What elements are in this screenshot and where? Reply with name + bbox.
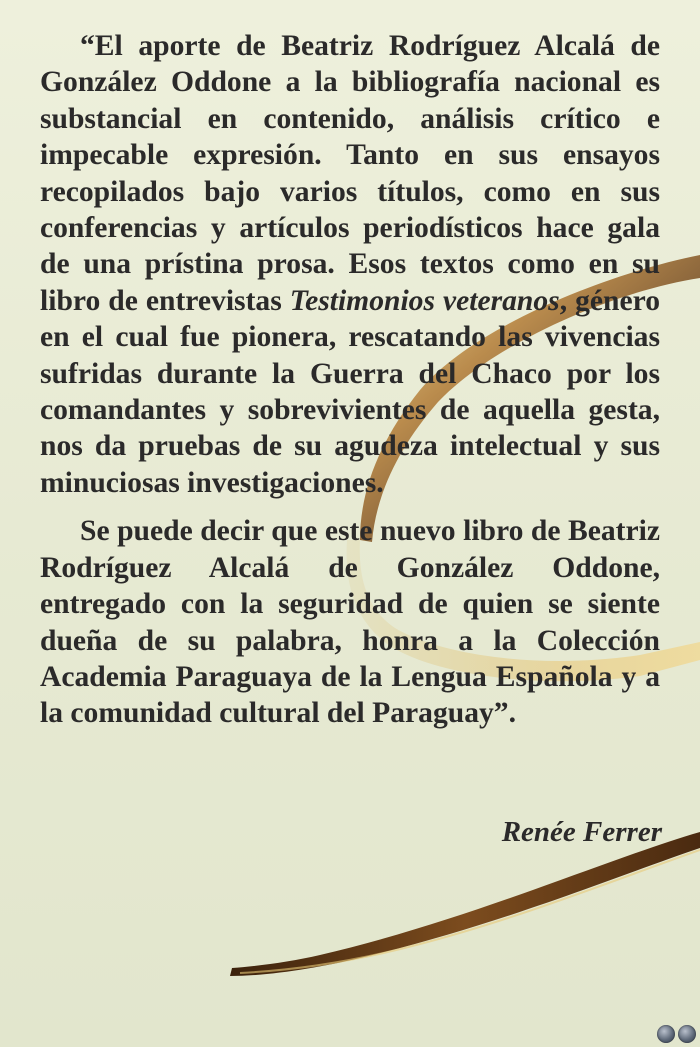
paragraph-1-text-part-1: “El aporte de Beatriz Rodríguez Alcalá de González Oddone a la bibliografía nacional es substancial en contenido, análisis crítico e impecable expresión. Tanto en sus ensayos recopilados bajo varios títulos, como en sus conferencias y artículos periodísticos hace gala de una prístina prosa. Esos textos como en su libro de entrevistas bbox=[40, 30, 660, 317]
quote-paragraph-2: Se puede decir que este nuevo libro de Beatriz Rodríguez Alcalá de González Oddone, entregado con la seguridad de quien se siente dueña de su palabra, honra a la Colección Academia Paraguaya de la Lengua Española y a la comunidad cultural del Paraguay”. bbox=[40, 515, 660, 730]
watermark-icon bbox=[657, 1025, 696, 1043]
watermark-dot-icon bbox=[678, 1025, 696, 1043]
author-signature: Renée Ferrer bbox=[501, 816, 662, 848]
quote-paragraph-1 bbox=[40, 28, 660, 501]
watermark-dot-icon bbox=[657, 1025, 675, 1043]
quote-text-block bbox=[40, 28, 660, 732]
paragraph-1-text-part-2: , género en el cual fue pionera, rescatando las vivencias sufridas durante la Guerra del Chaco por los comandantes y sobrevivientes de aquella gesta, nos da pruebas de su agudeza intelectual y sus minuciosas investigaciones. bbox=[40, 284, 660, 499]
book-title-italic: Testimonios veteranos bbox=[289, 284, 560, 317]
ribbon-lower-swoosh bbox=[230, 832, 700, 976]
